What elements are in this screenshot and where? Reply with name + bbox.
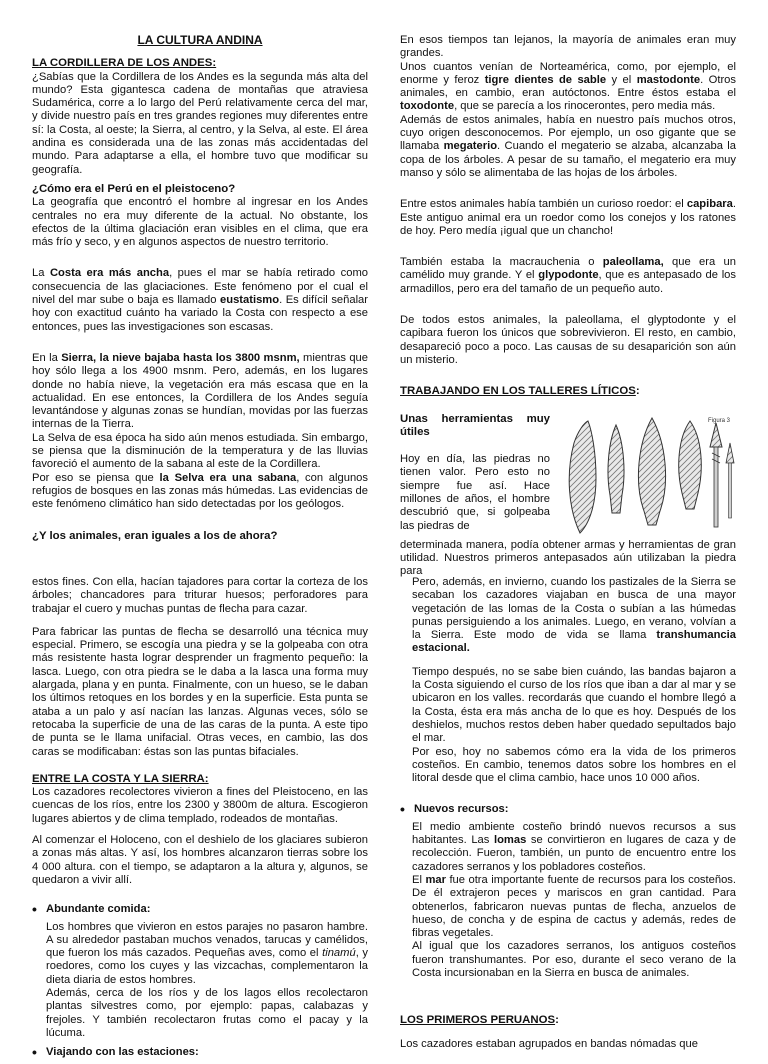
- paragraph-lomas: El medio ambiente costeño brindó nuevos recursos a sus habitantes. Las lomas se convirtieron en lugares de caza y de recolección. Fueron, también, un punto de encuentro entre los cazadores serranos y los pobladores costeños.: [412, 820, 736, 873]
- column-right-top: [400, 34, 736, 584]
- heading-primeros-peruanos: LOS PRIMEROS PERUANOS:: [400, 1014, 559, 1027]
- paragraph-cordillera: ¿Sabías que la Cordillera de los Andes es la segunda más alta del mundo? Esta gigantesca cadena de montañas que atraviesa Sudamérica, corre a lo largo del Perú relativamente cerca del mar, y divide nuestro país en tres grandes regiones muy diferentes entre sí: la Costa, al oeste; la Sierra, al centro, y la Selva, al este. El área andina es considerada una de las zonas más accidentadas del mundo. Para adaptarse a ella, el hombre tuvo que modificar su geografía.: [32, 70, 368, 176]
- column-right-bottom: [400, 576, 737, 1057]
- heading-viajando: • Viajando con las estaciones:: [32, 1046, 368, 1059]
- paragraph-sierra: En la Sierra, la nieve bajaba hasta los 3800 msnm, mientras que hoy sólo llega a los 4900 msnm. Pero, además, en los lugares donde no había nieve, la vegetación era más escasa que en la actualidad. En ese entonces, la Cordillera de los Andes seguía levantándose y algunas zonas se hundían, movidas por las fuerzas internas de la Tierra.: [32, 351, 369, 431]
- paragraph-bandas-nomadas: Los cazadores estaban agrupados en bandas nómadas que: [400, 1037, 698, 1050]
- arrowhead-4: [679, 421, 702, 509]
- heading-herramientas: Unas herramientas muy útiles: [400, 412, 550, 438]
- paragraph-puntas-flecha: Para fabricar las puntas de flecha se desarrolló una técnica muy especial. Primero, se escogía una piedra y se la golpeaba con otra más resistente hasta lograr desprender un fragmento pequeño: la lasca. Luego, con otra piedra se le daba a la lasca una forma muy alargada, plana y en punta. Finalmente, con un hueso, se le daban los últimos retoques en los bordes y en la superficie. Esta punta se ataba a un palo y así nacían las lanzas. Algunas veces, sólo se retocaba la superficie de una de las caras de la punta. A este tipo de punta se le llama unifacial. Otras veces, en cambio, las dos caras se modificaban: éstas son las puntas bifaciales.: [32, 625, 368, 758]
- document-title: LA CULTURA ANDINA: [137, 33, 263, 47]
- arrowhead-2: [608, 425, 624, 513]
- paragraph-paleollama: También estaba la macrauchenia o paleollama, que era un camélido muy grande. Y el glypodonte, que es antepasado de los armadillos, pero era del tamaño de un pequeño auto.: [400, 256, 736, 295]
- heading-abundante-comida: • Abundante comida:: [32, 903, 368, 916]
- paragraph-selva: La Selva de esa época ha sido aún menos estudiada. Sin embargo, se piensa que la disminución de la temperatura y de las lluvias favoreció el aumento de la sabana al este de la Cordillera.: [32, 431, 368, 471]
- stone-tools-figure: [560, 413, 736, 538]
- paragraph-plantas: Además, cerca de los ríos y de los lagos ellos recolectaron plantas silvestres como, por ejemplo: papas, calabazas y frejoles. Y también recolectaron frutas como el pacay y la lúcuma.: [46, 987, 368, 1039]
- column-left-top: [32, 34, 368, 543]
- tools-text-block: [400, 413, 550, 533]
- paragraph-piedras: Hoy en día, las piedras no tienen valor. Pero esto no siempre fue así. Hace millones de años, el hombre descubrió que, si golpeaba las piedras de: [400, 453, 550, 532]
- paragraph-mar: El mar fue otra importante fuente de recursos para los costeños. De él extrajeron peces y mariscos en gran cantidad. Para obtenerlos, fabricaron nuevas puntas de flecha, anzuelos de hueso, de concha y de espina de cactus y además, redes de fibras vegetales.: [412, 873, 737, 940]
- heading-talleres: TRABAJANDO EN LOS TALLERES LÍTICOS:: [400, 385, 640, 398]
- paragraph-geografia: La geografía que encontró el hombre al ingresar en los Andes centrales no era muy diferente de la actual. No obstante, los efectos de la última glaciación eran visibles en el clima, que era más frío y seco, y en algunos aspectos de nuestro territorio.: [32, 196, 368, 249]
- heading-nuevos-recursos: • Nuevos recursos:: [400, 803, 736, 816]
- paragraph-sobrevivientes: De todos estos animales, la paleollama, el glyptodonte y el capibara fueron los únicos que sobrevivieron. El resto, en cambio, desapareció poco a poco. Las causas de su desaparición son aún un misterio.: [400, 314, 736, 366]
- page-bottom: [0, 566, 768, 1059]
- column-left-bottom: [32, 576, 368, 1064]
- paragraph-invierno: Pero, además, en invierno, cuando los pastizales de la Sierra se secaban los cazadores viajaban en busca de una mayor vegetación de las lomas de la Costa o subían a las húmedas punas persiguiendo a los animales. Luego, en verano, volvían a la Sierra. Este modo de vida se llama transhumancia estacional.: [412, 576, 736, 655]
- paragraph-costa: La Costa era más ancha, pues el mar se había retirado como consecuencia de las glaciaciones. Este fenómeno por el cual el nivel del mar sube o baja es llamado eustatismo. Es difícil señalar hoy con exactitud cuánto ha variado la Costa con respecto a ese entonces, pues las investigaciones son escasas.: [32, 267, 369, 333]
- heading-cordillera: LA CORDILLERA DE LOS ANDES:: [32, 57, 217, 70]
- hafted-spear: [710, 423, 722, 527]
- paragraph-megaterio: Además de estos animales, había en nuestro país muchos otros, cuyo origen desconocemos. Por ejemplo, un oso gigante que se llamaba megaterio. Cuando el megaterio se alzaba, alcanzaba la copa de los árboles. A pesar de su tamaño, el megaterio era muy manso y sólo se alimentaba de las hojas de los árboles.: [400, 113, 736, 179]
- heading-pleistoceno: ¿Cómo era el Perú en el pleistoceno?: [32, 182, 236, 195]
- paragraph-piedras-cont: determinada manera, podía obtener armas y herramientas de gran utilidad. Nuestros primeros antepasados aún utilizaban la piedra para: [400, 538, 736, 578]
- figure-label: Figura 3: [707, 417, 730, 424]
- paragraph-primeros-costenos: Por eso, hoy no sabemos cómo era la vida de los primeros costeños. En cambio, tenemos datos sobre los hombres en el litoral desde que el clima cambio, hace unos 10 000 años.: [412, 745, 736, 785]
- heading-animales: ¿Y los animales, eran iguales a los de ahora?: [32, 529, 278, 542]
- paragraph-tajadores: estos fines. Con ella, hacían tajadores para cortar la corteza de los árboles; chancadores para triturar huesos; perforadores para trabajar el cuero y muchas puntas de flecha para cazar.: [32, 576, 368, 615]
- stone-tools-illustration: [560, 413, 736, 538]
- paragraph-transhumantes: Al igual que los cazadores serranos, los antiguos costeños fueron transhumantes. Por eso, durante el seco verano de la Costa incursionaban en la Sierra en busca de animales.: [412, 940, 736, 980]
- paragraph-norteamerica: Unos cuantos venían de Norteamérica, como, por ejemplo, el enorme y feroz tigre dientes de sable y el mastodonte. Otros animales, en cambio, eran autóctonos. Entre éstos estaba el toxodonte, que se parecía a los rinocerontes, pero media más.: [400, 60, 736, 113]
- paragraph-bandas-costa: Tiempo después, no se sabe bien cuándo, las bandas bajaron a la Costa siguiendo el curso de los ríos que iban a dar al mar y se ubicaron en los valles. recordarás que cuando el hombre llegó a la Costa, ésta era más ancha de lo que es hoy. Después de los deshielos, muchos restos deben haber quedado sepultados bajo el mar.: [412, 665, 736, 745]
- tools-section: [400, 413, 736, 543]
- paragraph-cazadores-recolectores: Los cazadores recolectores vivieron a fines del Pleistoceno, en las cuencas de los ríos, entre los 2300 y 3800m de altura. Escogieron lugares abiertos y de clima templado, rodeados de montañas.: [32, 786, 368, 825]
- paragraph-capibara: Entre estos animales había también un curioso roedor: el capibara. Este antiguo animal era un roedor como los conejos y los ratones de hoy. Pero medía ¡igual que un chancho!: [400, 198, 736, 237]
- paragraph-holoceno: Al comenzar el Holoceno, con el deshielo de los glaciares subieron a zonas más altas. Y así, los hombres alcanzaron tierras sobre los 4 000 altura. con el tiempo, se adaptaron a la altura y, algunos, se quedaron a vivir allí.: [32, 834, 368, 886]
- paragraph-comida: Los hombres que vivieron en estos parajes no pasaron hambre. A su alrededor pastaban muchos venados, tarucas y camélidos, que fueron los más cazados. Pequeñas aves, como el tinamú, y roedores, como los cuyes y las vizcachas, complementaron la dieta diaria de estos hombres.: [46, 920, 368, 986]
- paragraph-sabana: Por eso se piensa que la Selva era una sabana, con algunos refugios de bosques en las zonas más húmedas. Las evidencias de este fenómeno climático han sido detectadas por los geólogos.: [32, 471, 368, 511]
- paragraph-animales-grandes: En esos tiempos tan lejanos, la mayoría de animales eran muy grandes.: [400, 34, 736, 60]
- heading-costa-sierra: ENTRE LA COSTA Y LA SIERRA:: [32, 772, 209, 785]
- arrowhead-3: [638, 418, 665, 525]
- small-point: [726, 443, 734, 518]
- arrowhead-1: [569, 421, 596, 533]
